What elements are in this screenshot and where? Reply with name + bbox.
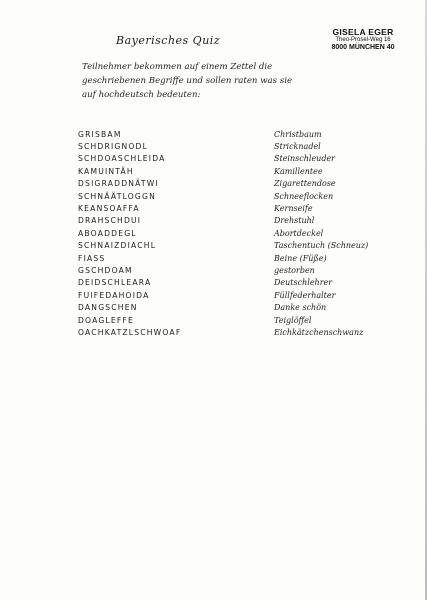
list-item — [78, 202, 388, 214]
german-translation: Kamillentee — [274, 166, 323, 176]
german-translation: gestorben — [274, 265, 315, 275]
german-translation: Taschentuch (Schneuz) — [274, 241, 369, 251]
dialect-term: GRISBAM — [78, 129, 122, 139]
list-item — [78, 140, 388, 152]
list-item — [78, 301, 388, 313]
german-translation: Beine (Füße) — [274, 253, 327, 263]
dialect-term: SCHNÄÄTLOGGN — [78, 191, 156, 201]
intro-line: geschriebenen Begriffe und sollen raten was sie — [82, 76, 293, 86]
german-translation: Zigarettendose — [274, 179, 336, 189]
german-translation: Eichkätzchenschwanz — [274, 327, 364, 337]
dialect-term: ABOADDEGL — [78, 228, 137, 238]
intro-line: auf hochdeutsch bedeuten: — [82, 90, 201, 100]
dialect-term: DRAHSCHDUI — [78, 216, 142, 226]
stamp-street: Theo-Prosel-Weg 16 — [335, 37, 391, 43]
german-translation: Drehstuhl — [274, 216, 315, 226]
stamp-city: 8000 MÜNCHEN 40 — [331, 44, 395, 51]
german-translation: Steinschleuder — [274, 154, 336, 164]
german-translation: Stricknadel — [274, 142, 321, 152]
list-item — [78, 326, 388, 338]
dialect-term: SCHDOASCHLEIDA — [78, 154, 166, 164]
list-item — [78, 277, 388, 289]
dialect-term: DEIDSCHLEARA — [78, 278, 152, 288]
german-translation: Schneeflocken — [274, 191, 334, 201]
dialect-term: OACHKATZLSCHWOAF — [78, 327, 182, 337]
intro-line: Teilnehmer bekommen auf einem Zettel die — [82, 62, 273, 72]
dialect-term: FIASS — [78, 253, 106, 263]
address-stamp — [322, 28, 404, 52]
list-item — [78, 227, 388, 239]
dialect-term: SCHDRIGNODL — [78, 142, 149, 152]
dialect-term: DOAGLEFFE — [78, 315, 134, 325]
document-title: Bayerisches Quiz — [116, 34, 221, 47]
german-translation: Christbaum — [274, 129, 322, 139]
german-translation: Danke schön — [274, 303, 327, 313]
german-translation: Deutschlehrer — [274, 278, 333, 288]
german-translation: Kernseife — [274, 204, 313, 214]
list-item — [78, 215, 388, 227]
list-item — [78, 165, 388, 177]
list-item — [78, 153, 388, 165]
stamp-name: GISELA EGER — [332, 27, 394, 37]
intro-text — [82, 60, 382, 102]
list-item — [78, 178, 388, 190]
dialect-term: SCHNAIZDIACHL — [78, 241, 157, 251]
german-translation: Teiglöffel — [274, 315, 312, 325]
dialect-term: DSIGRADDNÄTWI — [78, 179, 159, 189]
dialect-term: FUIFEDAHOIDA — [78, 290, 150, 300]
german-translation: Abortdeckel — [274, 228, 324, 238]
term-list — [78, 128, 388, 339]
dialect-term: KEANSOAFFA — [78, 204, 140, 214]
german-translation: Füllfederhalter — [274, 290, 336, 300]
list-item — [78, 128, 388, 140]
dialect-term: DANGSCHEN — [78, 303, 138, 313]
list-item — [78, 264, 388, 276]
list-item — [78, 289, 388, 301]
list-item — [78, 190, 388, 202]
dialect-term: KAMUINTÄH — [78, 166, 134, 176]
dialect-term: GSCHDOAM — [78, 265, 133, 275]
list-item — [78, 240, 388, 252]
list-item — [78, 314, 388, 326]
list-item — [78, 252, 388, 264]
